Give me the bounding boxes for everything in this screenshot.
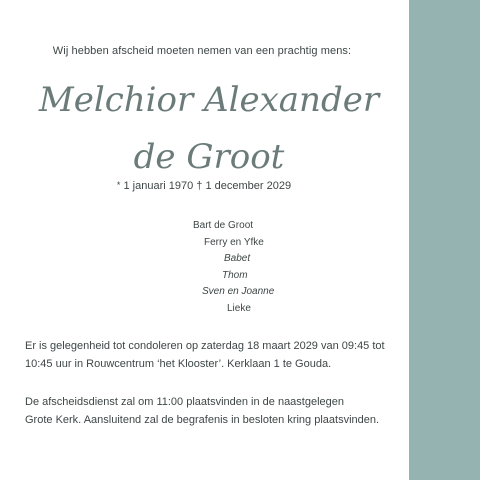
life-dates xyxy=(0,180,408,192)
birth-symbol: * xyxy=(116,180,121,190)
family-member: Sven en Joanne xyxy=(202,286,275,298)
decorative-side-band xyxy=(409,0,480,480)
condolence-line: Er is gelegenheid tot condoleren op zaterdag 18 maart 2029 van 09:45 tot xyxy=(25,340,385,352)
family-member: Lieke xyxy=(227,303,251,314)
family-member: Ferry en Yfke xyxy=(204,236,264,248)
death-date: 1 december 2029 xyxy=(205,180,292,192)
birth-date: 1 januari 1970 xyxy=(123,180,194,192)
deceased-name-line-1: Melchior Alexander xyxy=(38,80,380,120)
deceased-name-line-2: de Groot xyxy=(133,137,285,177)
condolence-line: 10:45 uur in Rouwcentrum ‘het Klooster’. Kerklaan 1 te Gouda. xyxy=(25,358,332,370)
family-member: Bart de Groot xyxy=(193,220,254,231)
family-member: Thom xyxy=(222,269,248,281)
condolence-paragraph xyxy=(25,337,405,373)
family-member: Babet xyxy=(224,253,251,265)
service-line: De afscheidsdienst zal om 11:00 plaatsvinden in de naastgelegen xyxy=(25,396,345,408)
intro-text: Wij hebben afscheid moeten nemen van een prachtig mens: xyxy=(52,45,352,57)
service-paragraph xyxy=(25,393,405,429)
service-line: Grote Kerk. Aansluitend zal de begrafenis in besloten kring plaatsvinden. xyxy=(25,414,380,426)
death-symbol: † xyxy=(196,180,203,192)
